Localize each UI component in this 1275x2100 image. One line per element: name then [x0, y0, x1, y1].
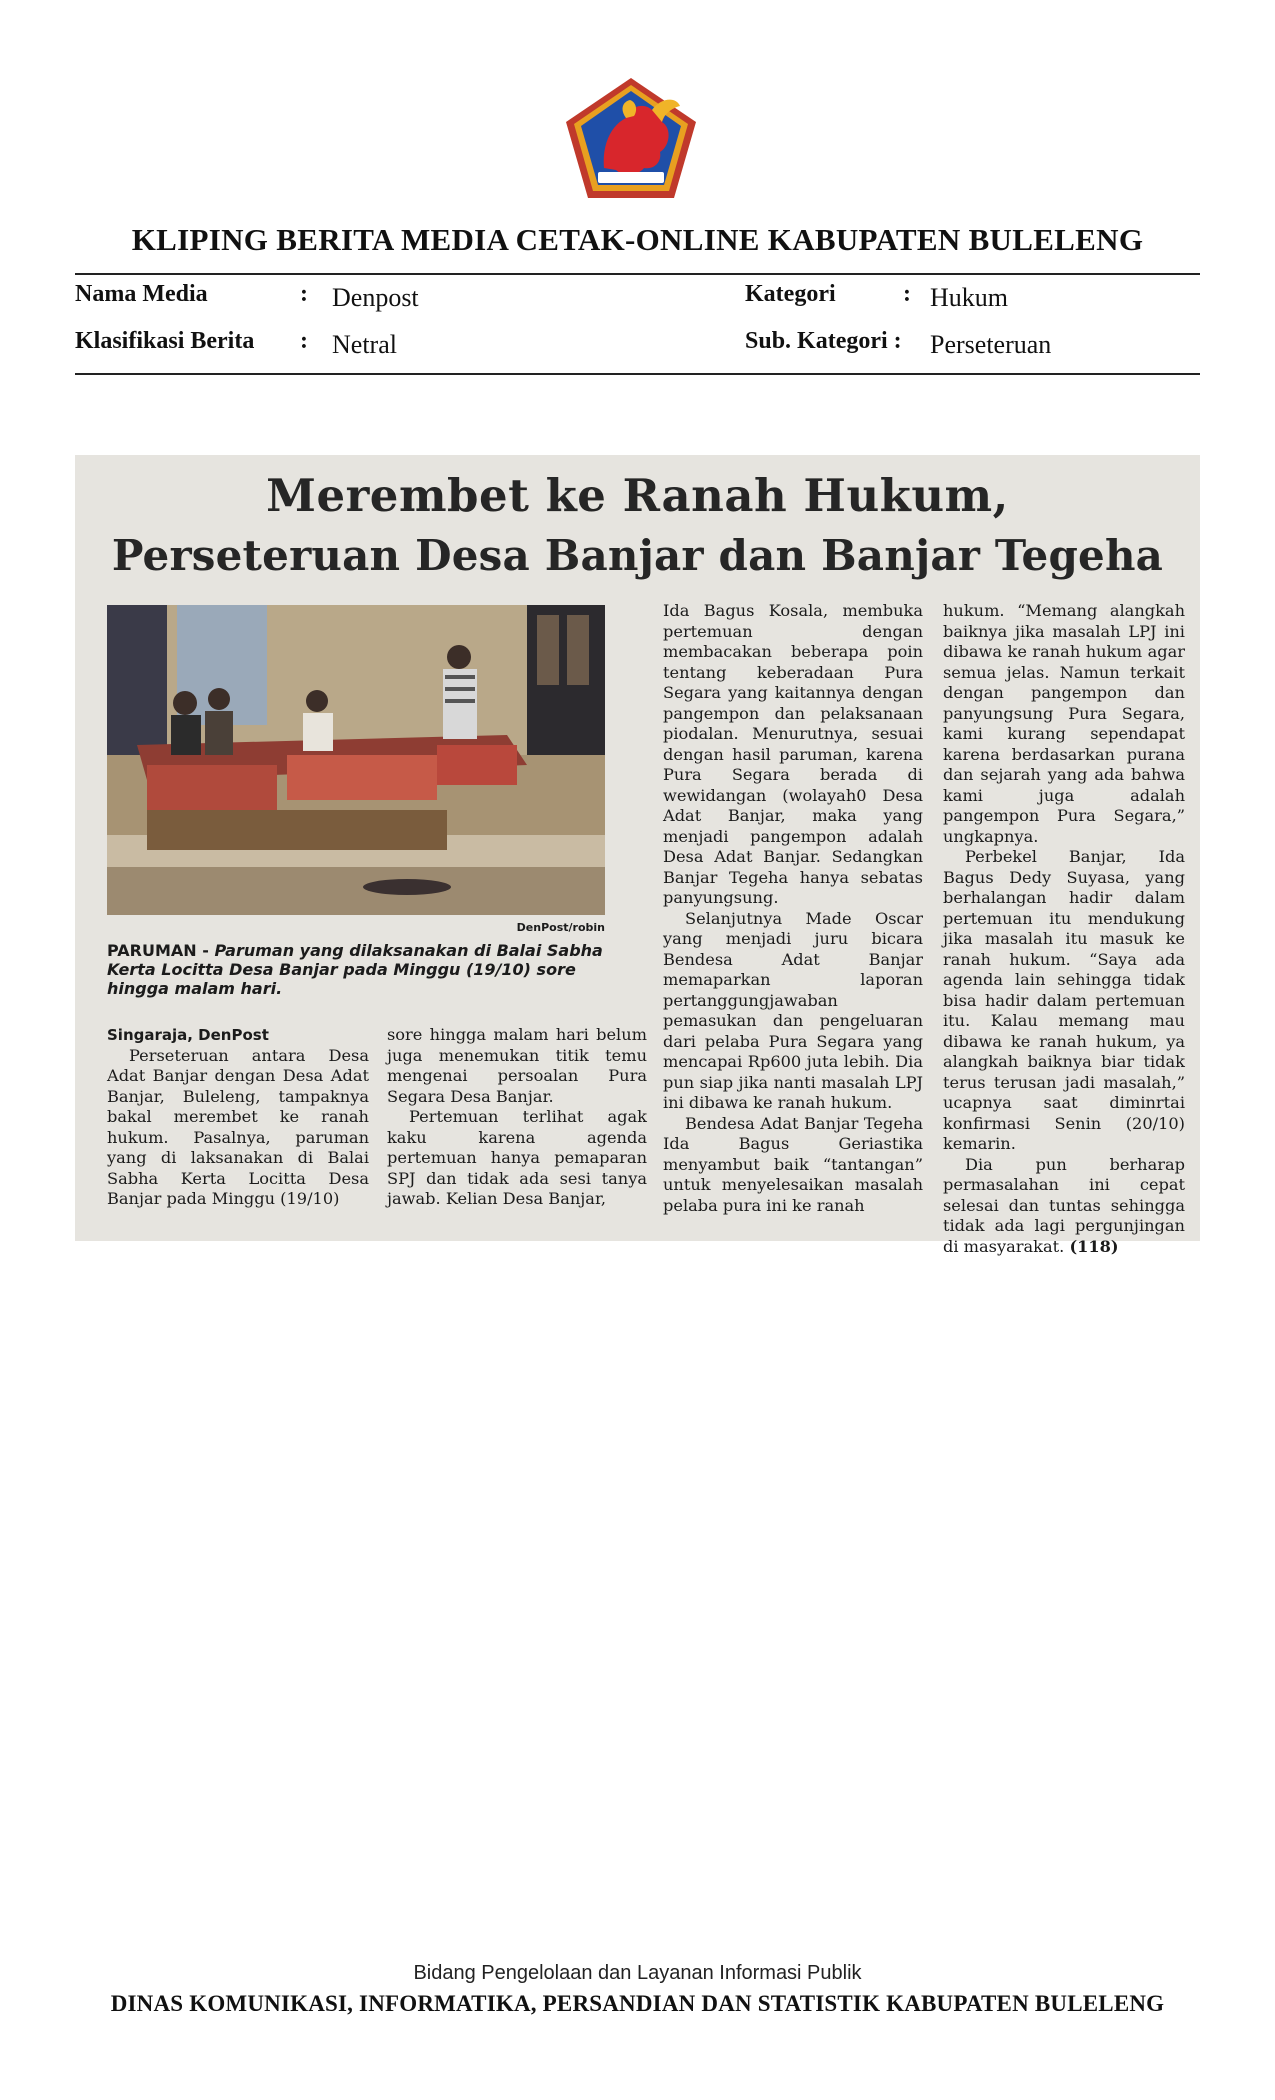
headline-line-2: Perseteruan Desa Banjar dan Banjar Tegeha: [111, 531, 1164, 580]
footer-agency: DINAS KOMUNIKASI, INFORMATIKA, PERSANDIAN DAN STATISTIK KABUPATEN BULELENG: [110, 1991, 1165, 2016]
paragraph-text: Dia pun berharap permasalahan ini cepat selesai dan tuntas sehingga tidak ada lagi pergunjingan di masyarakat.: [943, 1154, 1185, 1256]
kategori-colon: :: [903, 281, 911, 307]
nama-media-label: Nama Media: [75, 281, 208, 307]
document-title: KLIPING BERITA MEDIA CETAK-ONLINE KABUPATEN BULELENG: [131, 222, 1144, 257]
article-column-3: [663, 601, 923, 1216]
kategori-value: Hukum: [930, 283, 1008, 312]
nama-media-value: Denpost: [332, 283, 419, 312]
headline-line-1: Merembet ke Ranah Hukum,: [266, 469, 1009, 522]
newspaper-clipping: [75, 455, 1200, 1256]
header-rule-bottom: [75, 373, 1200, 375]
caption-text: Paruman yang dilaksanakan di Balai Sabha Kerta Locitta Desa Banjar pada Minggu (19/10) sore hingga malam hari.: [107, 941, 603, 998]
meeting-photo: [107, 605, 605, 915]
nama-media-colon: :: [300, 281, 308, 307]
regency-emblem-logo: [564, 76, 698, 200]
paragraph: Ida Bagus Kosala, membuka pertemuan dengan membacakan beberapa poin tentang keberadaan Pura Segara yang kaitannya dengan pangempon dan pelaksanaan piodalan. Menurutnya, sesuai dengan hasil paruman, karena Pura Segara berada di wewidangan (wolayah0 Desa Adat Banjar, maka yang menjadi pangempon adalah Desa Adat Banjar. Sedangkan Banjar Tegeha hanya sebatas panyungsung.: [663, 601, 923, 907]
sub-kategori-value: Perseteruan: [930, 330, 1052, 359]
klasifikasi-value: Netral: [332, 330, 397, 359]
paragraph: sore hingga malam hari belum juga menemukan titik temu mengenai persoalan Pura Segara Desa Banjar.: [387, 1025, 647, 1106]
photo-credit: DenPost/robin: [516, 921, 605, 934]
author-signoff: (118): [1069, 1236, 1119, 1256]
header-rule-top: [75, 273, 1200, 275]
paragraph: [943, 1155, 1185, 1258]
footer-division: Bidang Pengelolaan dan Layanan Informasi Publik: [413, 1962, 862, 1984]
sub-kategori-label: Sub. Kategori :: [745, 328, 902, 354]
paragraph: Bendesa Adat Banjar Tegeha Ida Bagus Geriastika menyambut baik “tantangan” untuk menyelesaikan masalah pelaba pura ini ke ranah: [663, 1113, 923, 1215]
paragraph: Perbekel Banjar, Ida Bagus Dedy Suyasa, yang berhalangan hadir dalam pertemuan itu mendukung jika masalah itu masuk ke ranah hukum. “Saya ada agenda lain sehingga tidak bisa hadir dalam pertemuan itu. Kalau memang mau dibawa ke ranah hukum, ya alangkah baiknya biar tidak terus terusan jadi masalah,” ucapnya saat diminrtai konfirmasi Senin (20/10) kemarin.: [943, 847, 1185, 1153]
photo-caption: [107, 941, 607, 998]
dateline: Singaraja, DenPost: [107, 1026, 269, 1044]
paragraph: Pertemuan terlihat agak kaku karena agenda pertemuan hanya pemaparan SPJ dan tidak ada sesi tanya jawab. Kelian Desa Banjar,: [387, 1107, 647, 1208]
paragraph: Selanjutnya Made Oscar yang menjadi juru bicara Bendesa Adat Banjar memaparkan laporan pertanggungjawaban pemasukan dan pengeluaran dari pelaba Pura Segara yang mencapai Rp600 juta lebih. Dia pun siap jika nanti masalah LPJ ini dibawa ke ranah hukum.: [663, 908, 923, 1112]
article-column-2: [387, 1025, 647, 1210]
caption-lead: PARUMAN -: [107, 941, 209, 960]
klasifikasi-colon: :: [300, 328, 308, 354]
article-column-4: [943, 601, 1185, 1257]
article-column-1: [107, 1025, 369, 1210]
paragraph: hukum. “Memang alangkah baiknya jika masalah LPJ ini dibawa ke ranah hukum agar semua jelas. Namun terkait dengan pangempon dan panyungsung Pura Segara, kami kurang sependapat karena berdasarkan purana dan sejarah yang ada bahwa kami juga adalah pangempon Pura Segara,” ungkapnya.: [943, 601, 1185, 846]
paragraph: Perseteruan antara Desa Adat Banjar dengan Desa Adat Banjar, Buleleng, tampaknya bakal merembet ke ranah hukum. Pasalnya, paruman yang di laksanakan di Balai Sabha Kerta Locitta Desa Banjar pada Minggu (19/10): [107, 1045, 369, 1208]
klasifikasi-label: Klasifikasi Berita: [75, 328, 255, 354]
kategori-label: Kategori: [745, 281, 836, 307]
